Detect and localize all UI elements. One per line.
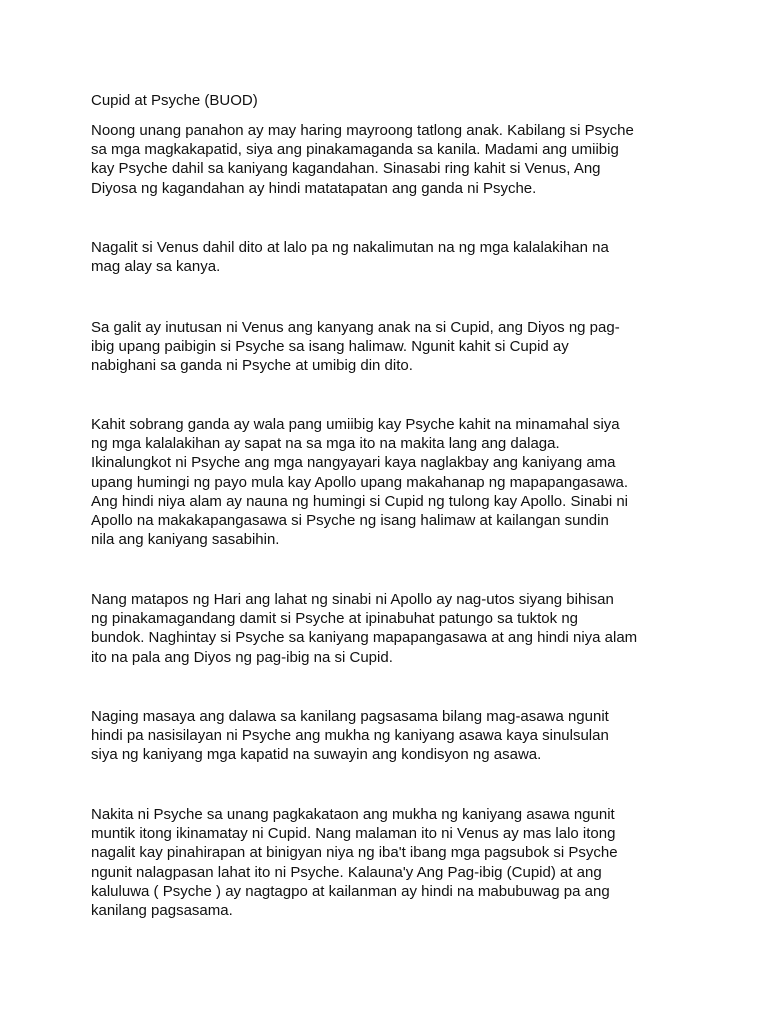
paragraph-3 [91,318,620,376]
paragraph-line: ito na pala ang Diyos ng pag-ibig na si Cupid. [91,648,393,666]
paragraph-line: nagalit kay pinahirapan at binigyan niya ng iba't ibang mga pagsubok si Psyche [91,844,618,862]
paragraph-line: ibig upang paibigin si Psyche sa isang halimaw. Ngunit kahit si Cupid ay [91,338,569,356]
paragraph-line: Apollo na makakapangasawa si Psyche ng isang halimaw at kailangan sundin [91,512,609,530]
paragraph-line: Naging masaya ang dalawa sa kanilang pagsasama bilang mag-asawa ngunit [91,708,609,725]
paragraph-line: kay Psyche dahil sa kaniyang kagandahan. Sinasabi ring kahit si Venus, Ang [91,160,601,178]
document-title: Cupid at Psyche (BUOD) [91,92,258,109]
paragraph-7 [91,805,618,920]
paragraph-line: Ang hindi niya alam ay nauna ng humingi si Cupid ng tulong kay Apollo. Sinabi ni [91,492,629,510]
paragraph-line: nabighani sa ganda ni Psyche at umibig din dito. [91,357,413,375]
paragraph-line: upang humingi ng payo mula kay Apollo upang makahanap ng mapapangasawa. [91,473,629,491]
paragraph-line: muntik itong ikinamatay ni Cupid. Nang malaman ito ni Venus ay mas lalo itong [91,825,616,843]
paragraph-line: hindi pa nasisilayan ni Psyche ang mukha ng kaniyang asawa kaya sinulsulan [91,727,609,745]
paragraph-5 [91,590,637,667]
paragraph-line: Noong unang panahon ay may haring mayroong tatlong anak. Kabilang si Psyche [91,122,634,139]
paragraph-6 [91,707,609,765]
paragraph-line: sa mga magkakapatid, siya ang pinakamaganda sa kanila. Madami ang umiibig [91,141,619,159]
paragraph-line: Kahit sobrang ganda ay wala pang umiibig kay Psyche kahit na minamahal siya [91,416,620,433]
paragraph-line: nila ang kaniyang sasabihin. [91,531,280,549]
paragraph-line: mag alay sa kanya. [91,258,221,276]
paragraph-line: ng mga kalalakihan ay sapat na sa mga ito na makita lang ang dalaga. [91,435,560,453]
paragraph-2 [91,238,609,276]
paragraph-line: ngunit nalagpasan lahat ito ni Psyche. Kalauna'y Ang Pag-ibig (Cupid) at ang [91,863,602,881]
paragraph-line: Nagalit si Venus dahil dito at lalo pa ng nakalimutan na ng mga kalalakihan na [91,239,609,256]
paragraph-line: kaluluwa ( Psyche ) ay nagtagpo at kailanman ay hindi na mabubuwag pa ang [91,882,610,900]
paragraph-line: bundok. Naghintay si Psyche sa kaniyang mapapangasawa at ang hindi niya alam [91,629,638,647]
paragraph-line: Sa galit ay inutusan ni Venus ang kanyang anak na si Cupid, ang Diyos ng pag- [91,319,620,336]
paragraph-1 [91,121,634,198]
paragraph-line: kanilang pagsasama. [91,902,233,920]
paragraph-line: Nang matapos ng Hari ang lahat ng sinabi ni Apollo ay nag-utos siyang bihisan [91,591,614,608]
paragraph-4 [91,415,628,549]
paragraph-line: siya ng kaniyang mga kapatid na suwayin ang kondisyon ng asawa. [91,746,542,764]
paragraph-line: ng pinakamagandang damit si Psyche at ipinabuhat patungo sa tuktok ng [91,610,579,628]
paragraph-line: Ikinalungkot ni Psyche ang mga nangyayari kaya naglakbay ang kaniyang ama [91,454,616,472]
paragraph-line: Nakita ni Psyche sa unang pagkakataon ang mukha ng kaniyang asawa ngunit [91,806,615,823]
paragraph-line: Diyosa ng kagandahan ay hindi matatapatan ang ganda ni Psyche. [91,179,537,197]
